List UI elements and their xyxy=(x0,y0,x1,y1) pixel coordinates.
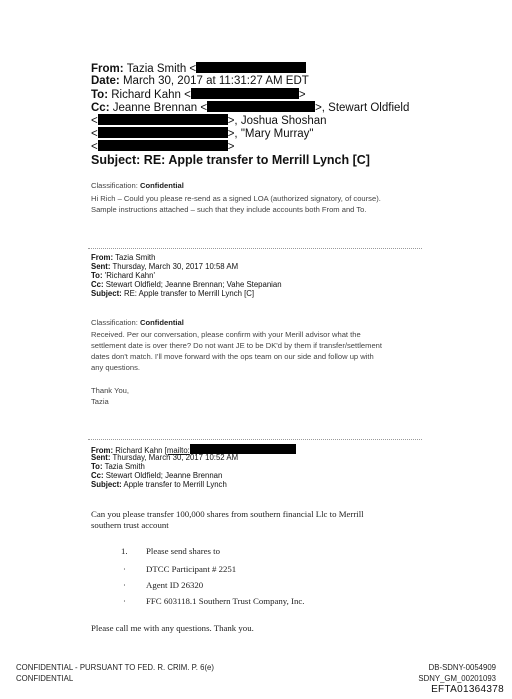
redaction-box xyxy=(196,62,306,73)
msg2-subject: Subject: RE: Apple transfer to Merrill Lynch [C] xyxy=(91,289,255,298)
header-from: From: Tazia Smith < xyxy=(91,62,306,75)
header-to: To: Richard Kahn < > xyxy=(91,89,306,101)
msg2-signature: Tazia xyxy=(91,397,109,406)
bullet-icon: · xyxy=(123,564,126,574)
list-number: 1. xyxy=(121,546,128,556)
header-subject: Subject: RE: Apple transfer to Merrill Lynch [C] xyxy=(91,153,370,167)
redaction-box xyxy=(98,114,228,125)
msg3-body-line: southern trust account xyxy=(91,520,169,530)
bullet-item: DTCC Participant # 2251 xyxy=(146,564,237,574)
msg3-to: To: Tazia Smith xyxy=(91,462,145,471)
header-cc: Cc: Jeanne Brennan < >, Stewart Oldfield xyxy=(91,102,410,114)
bullet-item: FFC 603118.1 Southern Trust Company, Inc. xyxy=(146,596,305,606)
msg3-closing: Please call me with any questions. Thank you. xyxy=(91,623,254,633)
msg3-cc: Cc: Stewart Oldfield; Jeanne Brennan xyxy=(91,471,223,480)
footer-left-1: CONFIDENTIAL - PURSUANT TO FED. R. CRIM. P. 6(e) xyxy=(16,663,214,672)
header-cc-line4: < > xyxy=(91,141,235,153)
footer-right-2: SDNY_GM_00201093 xyxy=(418,674,496,683)
redaction-box xyxy=(207,101,315,112)
divider xyxy=(88,248,422,249)
classification-1: Classification: Confidential xyxy=(91,181,184,190)
bullet-icon: · xyxy=(123,580,126,590)
msg3-body-line: Can you please transfer 100,000 shares from southern financial Llc to Merrill xyxy=(91,509,364,519)
bullet-icon: · xyxy=(123,596,126,606)
redaction-box xyxy=(98,140,228,151)
msg2-body-line: Received. Per our conversation, please confirm with your Merill advisor what the xyxy=(91,330,361,339)
msg3-subject: Subject: Apple transfer to Merrill Lynch xyxy=(91,480,227,489)
header-date: Date: March 30, 2017 at 11:31:27 AM EDT xyxy=(91,75,309,87)
msg1-line1: Hi Rich – Could you please re-send as a signed LOA (authorized signatory, of course). xyxy=(91,194,381,203)
footer-left-2: CONFIDENTIAL xyxy=(16,674,74,683)
msg3-from: From: Richard Kahn [mailto: xyxy=(91,444,296,455)
msg2-body-line: settlement date is over there? Do not want JE to be DK'd by them if transfer/settlement xyxy=(91,341,382,350)
msg2-body-line: any questions. xyxy=(91,363,140,372)
header-cc-line2: < >, Joshua Shoshan xyxy=(91,115,327,127)
bullet-item: Agent ID 26320 xyxy=(146,580,204,590)
list-item: Please send shares to xyxy=(146,546,221,556)
msg1-line2: Sample instructions attached – such that they include accounts both From and To. xyxy=(91,205,367,214)
redaction-box xyxy=(98,127,228,138)
mailto-link[interactable]: [mailto: xyxy=(164,446,190,455)
redaction-box xyxy=(191,88,299,99)
footer-right-1: DB-SDNY-0054909 xyxy=(428,663,496,672)
msg3-sent: Sent: Thursday, March 30, 2017 10:52 AM xyxy=(91,453,239,462)
header-cc-line3: < >, "Mary Murray" xyxy=(91,128,314,140)
msg2-thanks: Thank You, xyxy=(91,386,130,395)
msg2-cc: Cc: Stewart Oldfield; Jeanne Brennan; Vahe Stepanian xyxy=(91,280,282,289)
classification-2: Classification: Confidential xyxy=(91,318,184,327)
divider xyxy=(88,439,422,440)
footer-bates-number: EFTA01364378 xyxy=(431,684,504,695)
msg2-to: To: 'Richard Kahn' xyxy=(91,271,155,280)
msg2-body-line: dates don't match. I'll move forward with the ops team on our side and follow up with xyxy=(91,352,374,361)
msg2-sent: Sent: Thursday, March 30, 2017 10:58 AM xyxy=(91,262,239,271)
msg2-from: From: Tazia Smith xyxy=(91,253,156,262)
